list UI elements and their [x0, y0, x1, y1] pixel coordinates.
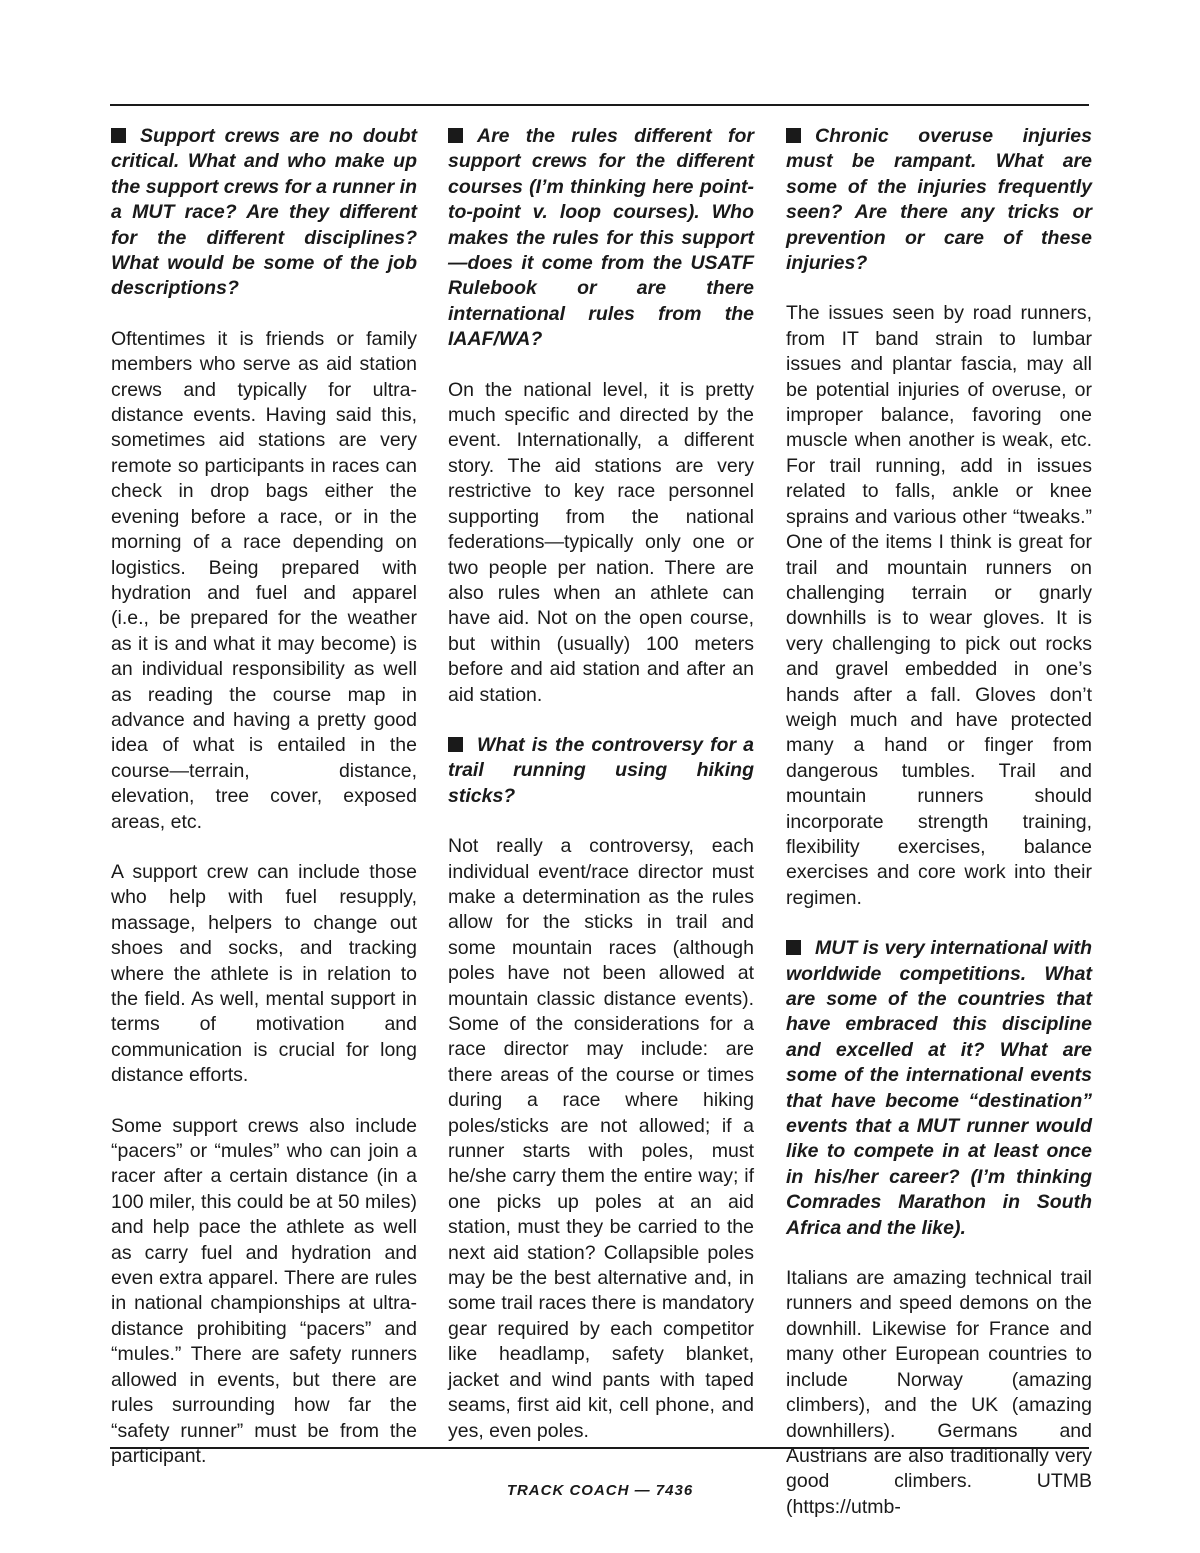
- question-support-crews: [111, 124, 417, 302]
- question-hiking-sticks: [448, 733, 754, 809]
- column-1: [111, 124, 417, 1494]
- question-international-competitions: [786, 936, 1092, 1241]
- question-text: Chronic overuse injuries must be rampant. What are some of the injuries frequently seen? Are there any tricks or prevention or care of these injuries?: [786, 125, 1092, 275]
- question-text: MUT is very international with worldwide competitions. What are some of the countries that have embraced this discipline and excelled at it? What are some of the international events that have become “destination” events that a MUT runner would like to compete in at least once in his/her career? (I’m thinking Comrades Marathon in South Africa and the like).: [786, 937, 1092, 1239]
- answer-paragraph: The issues seen by road runners, from IT band strain to lumbar issues and plantar fascia, may all be potential injuries of overuse, or improper balance, favoring one muscle when another is weak, etc. For trail running, add in issues related to falls, ankle or knee sprains and various other “tweaks.” One of the items I think is great for trail and mountain runners on challenging terrain or gnarly downhills is to wear gloves. It is very challenging to pick out rocks and gravel embedded in one’s hands after a fall. Gloves don’t weigh much and have protected many a hand or finger from dangerous tumbles. Trail and mountain runners should incorporate strength training, flexibility exercises, balance exercises and core work into their regimen.: [786, 302, 1092, 909]
- question-text: Support crews are no doubt critical. What and who make up the support crews for a runner in a MUT race? Are they different for the different disciplines? What would be some of the job descriptions?: [111, 125, 417, 300]
- column-2: [448, 124, 754, 1469]
- top-rule: [110, 104, 1089, 106]
- answer-paragraph: Not really a controversy, each individual event/race director must make a determination as the rules allow for the sticks in trail and some mountain races (although poles have not been allowed at mountain classic distance events). Some of the considerations for a race director may include: are there areas of the course or times during a race where hiking poles/sticks are not allowed; if a runner starts with poles, must he/she carry them the entire way; if one picks up poles at an aid station, must they be carried to the next aid station? Collapsible poles may be the best alternative and, in some trail races there is mandatory gear required by each competitor like headlamp, safety blanket, jacket and wind pants with taped seams, first aid kit, cell phone, and yes, even poles.: [448, 835, 754, 1442]
- question-text: What is the controversy for a trail running using hiking sticks?: [448, 733, 754, 807]
- answer-paragraph: On the national level, it is pretty much specific and directed by the event. Internationally, a different story. The aid stations are very restrictive to key race personnel supporting from the national federations—typically only one or two people per nation. There are also rules when an athlete can have aid. Not on the open course, but within (usually) 100 meters before and aid station and after an aid station.: [448, 378, 754, 706]
- square-bullet-icon: [448, 737, 463, 752]
- square-bullet-icon: [786, 940, 801, 955]
- answer-paragraph: A support crew can include those who help with fuel resupply, massage, helpers to change out shoes and socks, and tracking where the athlete is in relation to the field. As well, mental support in terms of motivation and communication is crucial for long distance efforts.: [111, 860, 417, 1087]
- page-footer: TRACK COACH — 7436: [506, 1482, 694, 1499]
- bottom-rule: [110, 1447, 1089, 1449]
- answer-paragraph: Some support crews also include “pacers” or “mules” who can join a racer after a certain distance (in a 100 miler, this could be at 50 miles) and help pace the athlete as well as carry fuel and hydration and even extra apparel. There are rules in national championships at ultra-distance prohibiting “pacers” and “mules.” There are safety runners allowed in events, but there are rules surrounding how far the “safety runner” must be from the participant.: [111, 1114, 417, 1467]
- question-text: Are the rules different for support crews for the different courses (I’m thinking here point-to-point v. loop courses). Who makes the rules for this support—does it come from the USATF Rulebook or are there international rules from the IAAF/WA?: [448, 125, 754, 351]
- square-bullet-icon: [786, 128, 801, 143]
- question-rules-support-crews: [448, 124, 754, 353]
- answer-paragraph: Oftentimes it is friends or family members who serve as aid station crews and typically for ultra-distance events. Having said this, sometimes aid stations are very remote so participants in races can check in drop bags either the evening before a race, or in the morning of a race depending on logistics. Being prepared with hydration and fuel and apparel (i.e., be prepared for the weather as it is and what it may become) is an individual responsibility as well as reading the course map in advance and having a pretty good idea of what is entailed in the course—terrain, distance, elevation, tree cover, exposed areas, etc.: [111, 327, 417, 833]
- column-3: [786, 124, 1092, 1545]
- question-overuse-injuries: [786, 124, 1092, 276]
- square-bullet-icon: [448, 128, 463, 143]
- answer-paragraph: Italians are amazing technical trail runners and speed demons on the downhill. Likewise for France and many other European countries to include Norway (amazing climbers), and the UK (amazing downhillers). Germans and Austrians are also traditionally very good climbers. UTMB (https://utmb-: [786, 1267, 1092, 1518]
- square-bullet-icon: [111, 128, 126, 143]
